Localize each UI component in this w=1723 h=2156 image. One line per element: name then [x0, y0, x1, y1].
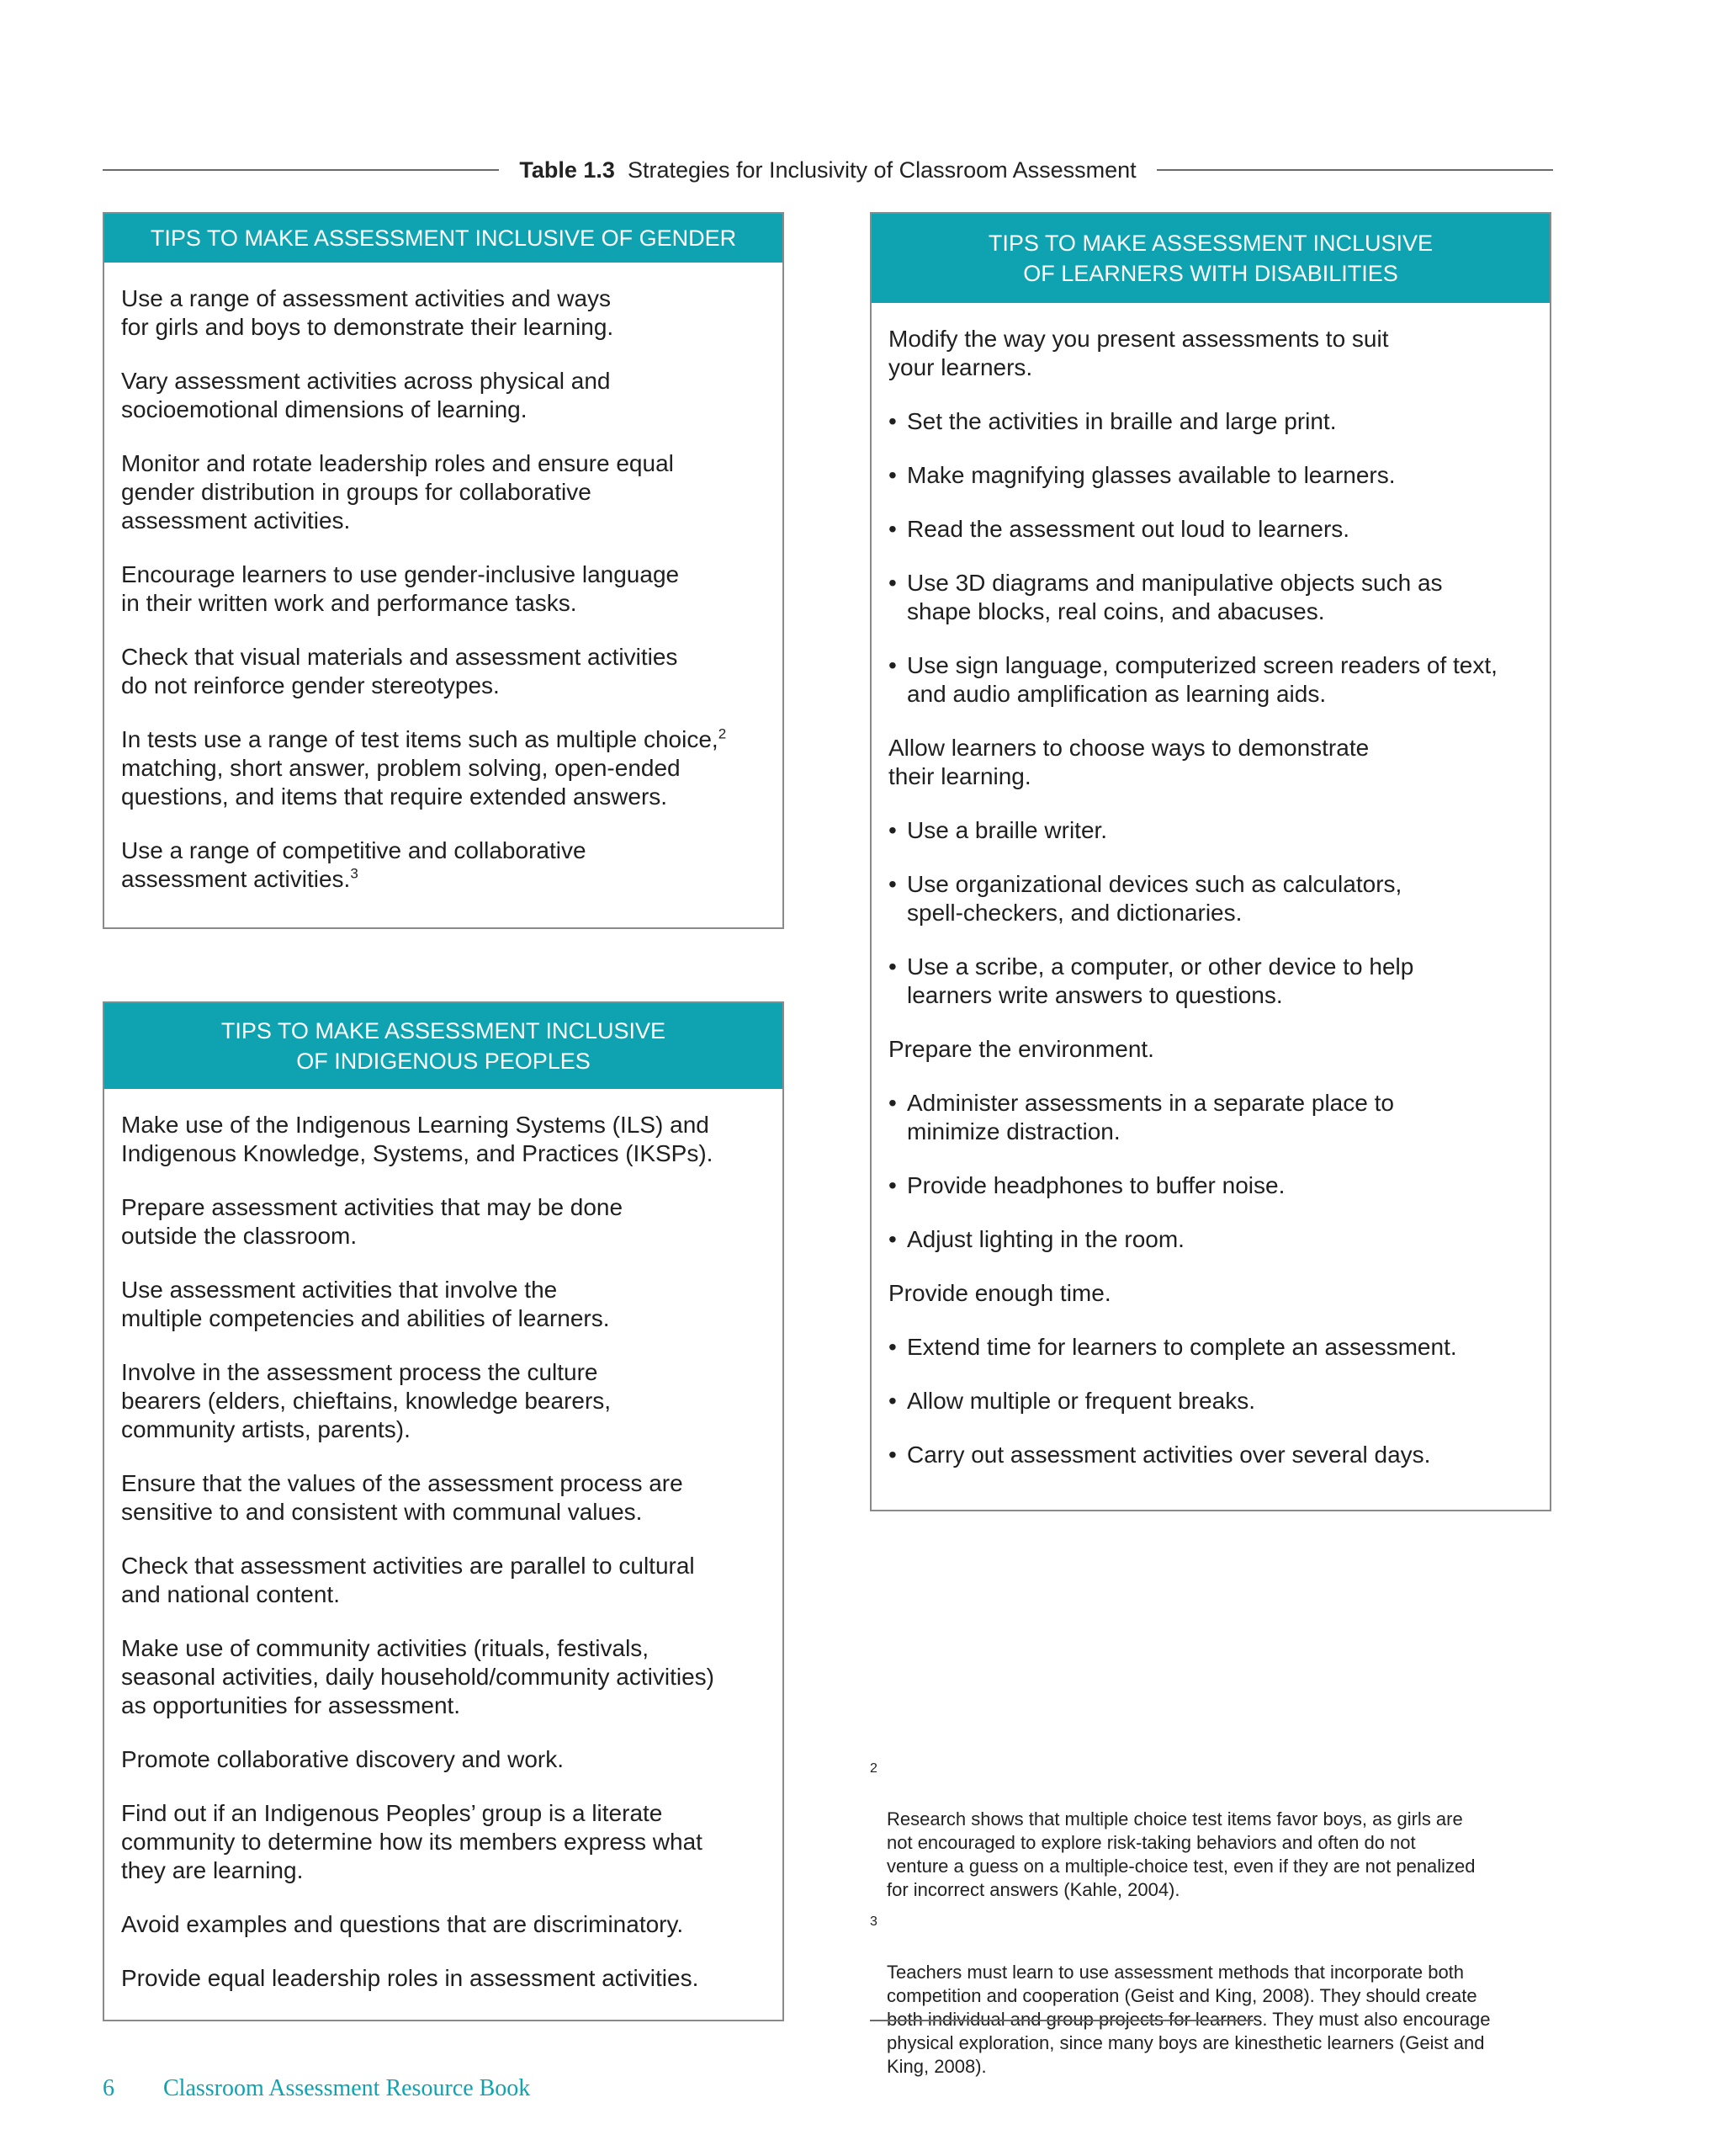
- indigenous-tip: Prepare assessment activities that may be done outside the classroom.: [121, 1194, 623, 1249]
- indigenous-header-line1: TIPS TO MAKE ASSESSMENT INCLUSIVE: [220, 1018, 666, 1043]
- indigenous-tip: Avoid examples and questions that are discriminatory.: [121, 1911, 684, 1937]
- disabilities-bullet: [888, 1089, 1533, 1146]
- disabilities-bullet: [888, 1171, 1533, 1200]
- indigenous-tips-box: [103, 1001, 784, 2021]
- disabilities-bullet: [888, 1387, 1533, 1415]
- disabilities-intro: Allow learners to choose ways to demonstrate their learning.: [888, 735, 1370, 789]
- bullet-dot-icon: •: [888, 570, 897, 596]
- bullet-text: Use a braille writer.: [907, 817, 1108, 843]
- gender-tip-with-footnote: [121, 725, 766, 811]
- gender-tip-text: Use a range of competitive and collaborative assessment activities.: [121, 837, 586, 892]
- indigenous-header-line2: OF INDIGENOUS PEOPLES: [296, 1049, 591, 1074]
- footnotes: [870, 1760, 1553, 2090]
- disabilities-bullet: [888, 407, 1533, 436]
- gender-tips-header: [104, 214, 782, 263]
- disabilities-tips-header: [872, 214, 1550, 303]
- gender-tip-with-footnote: [121, 836, 766, 894]
- bullet-dot-icon: •: [888, 1090, 897, 1116]
- bullet-text: Provide headphones to buffer noise.: [907, 1172, 1286, 1198]
- caption-text: [499, 157, 1156, 183]
- footnote-ref-3: 3: [350, 865, 358, 882]
- gender-tip: Vary assessment activities across physical and socioemotional dimensions of learning.: [121, 368, 611, 422]
- bullet-text: Set the activities in braille and large print.: [907, 408, 1337, 434]
- bullet-dot-icon: •: [888, 1442, 897, 1468]
- bullet-text: Make magnifying glasses available to learners.: [907, 462, 1396, 488]
- table-caption: [103, 151, 1553, 189]
- bullet-text: Read the assessment out loud to learners.: [907, 516, 1350, 542]
- caption-rule-left: [103, 169, 499, 171]
- footnote-number: 3: [870, 1914, 877, 1929]
- disabilities-bullet: [888, 1441, 1533, 1469]
- bullet-text: Extend time for learners to complete an assessment.: [907, 1334, 1457, 1360]
- book-title: Classroom Assessment Resource Book: [163, 2075, 531, 2101]
- disabilities-header-line2: OF LEARNERS WITH DISABILITIES: [1023, 261, 1398, 286]
- footnote-3: [870, 1914, 1553, 2079]
- indigenous-tip: Provide equal leadership roles in assessment activities.: [121, 1965, 699, 1991]
- disabilities-header-line1: TIPS TO MAKE ASSESSMENT INCLUSIVE: [988, 231, 1434, 256]
- indigenous-tip: Use assessment activities that involve the multiple competencies and abilities of learners.: [121, 1277, 610, 1331]
- gender-tip-text: In tests use a range of test items such as multiple choice,: [121, 726, 718, 752]
- disabilities-intro: Prepare the environment.: [888, 1036, 1154, 1062]
- gender-tip: Encourage learners to use gender-inclusive language in their written work and performance tasks.: [121, 561, 680, 616]
- disabilities-bullet: [888, 515, 1533, 544]
- footnote-rule: [870, 2020, 1254, 2021]
- disabilities-bullet: [888, 953, 1533, 1010]
- indigenous-tip: Involve in the assessment process the culture bearers (elders, chieftains, knowledge bearers, community artists, parents).: [121, 1359, 612, 1442]
- caption-rule-right: [1157, 169, 1553, 171]
- bullet-dot-icon: •: [888, 953, 897, 980]
- gender-tip: Check that visual materials and assessment activities do not reinforce gender stereotypes.: [121, 644, 678, 698]
- bullet-dot-icon: •: [888, 1226, 897, 1252]
- bullet-text: Use 3D diagrams and manipulative objects such as shape blocks, real coins, and abacuses.: [907, 570, 1443, 624]
- footnote-number: 2: [870, 1761, 877, 1776]
- gender-tips-body: [104, 263, 782, 894]
- indigenous-tip: Make use of community activities (rituals, festivals, seasonal activities, daily household/community activities) as opportunities for assessment.: [121, 1635, 714, 1718]
- footnote-text: Research shows that multiple choice test items favor boys, as girls are not encouraged to explore risk-taking behaviors and often do not venture a guess on a multiple-choice test, even if they are not penalized for incorrect answers (Kahle, 2004).: [887, 1808, 1476, 1900]
- indigenous-tip: Promote collaborative discovery and work.: [121, 1746, 565, 1772]
- disabilities-intro: Provide enough time.: [888, 1280, 1111, 1306]
- disabilities-bullet: [888, 651, 1533, 709]
- gender-header-text: TIPS TO MAKE ASSESSMENT INCLUSIVE OF GENDER: [150, 226, 737, 251]
- disabilities-tips-body: [872, 303, 1550, 1469]
- footnote-text: Teachers must learn to use assessment methods that incorporate both competition and cooperation (Geist and King, 2008). They should create both individual and group projects for learners. They must also encourage physical exploration, since many boys are kinesthetic learners (Geist and King, 2008).: [887, 1962, 1491, 2077]
- gender-tip: Use a range of assessment activities and ways for girls and boys to demonstrate their learning.: [121, 285, 614, 340]
- page-number: 6: [103, 2075, 114, 2101]
- caption-label: Table 1.3: [519, 157, 615, 183]
- bullet-dot-icon: •: [888, 1172, 897, 1198]
- indigenous-tips-body: [104, 1089, 782, 1993]
- bullet-text: Administer assessments in a separate place to minimize distraction.: [907, 1090, 1394, 1144]
- bullet-text: Adjust lighting in the room.: [907, 1226, 1185, 1252]
- gender-tips-box: [103, 212, 784, 929]
- bullet-dot-icon: •: [888, 871, 897, 897]
- disabilities-bullet: [888, 870, 1533, 927]
- disabilities-bullet: [888, 1225, 1533, 1254]
- disabilities-bullet: [888, 461, 1533, 490]
- page-footer: [103, 2075, 530, 2102]
- indigenous-tip: Find out if an Indigenous Peoples’ group is a literate community to determine how its members express what they are learning.: [121, 1800, 702, 1883]
- caption-title: Strategies for Inclusivity of Classroom Assessment: [627, 157, 1137, 183]
- bullet-text: Allow multiple or frequent breaks.: [907, 1388, 1255, 1414]
- disabilities-bullet: [888, 816, 1533, 845]
- indigenous-tip: Make use of the Indigenous Learning Systems (ILS) and Indigenous Knowledge, Systems, and Practices (IKSPs).: [121, 1112, 713, 1166]
- bullet-text: Use sign language, computerized screen readers of text, and audio amplification as learning aids.: [907, 652, 1498, 707]
- bullet-dot-icon: •: [888, 817, 897, 843]
- indigenous-tip: Ensure that the values of the assessment process are sensitive to and consistent with communal values.: [121, 1470, 683, 1525]
- bullet-dot-icon: •: [888, 408, 897, 434]
- bullet-dot-icon: •: [888, 516, 897, 542]
- bullet-text: Use a scribe, a computer, or other device to help learners write answers to questions.: [907, 953, 1414, 1008]
- bullet-text: Carry out assessment activities over several days.: [907, 1442, 1431, 1468]
- footnote-ref-2: 2: [718, 725, 727, 742]
- bullet-dot-icon: •: [888, 1334, 897, 1360]
- disabilities-intro: Modify the way you present assessments to suit your learners.: [888, 326, 1389, 380]
- disabilities-bullet: [888, 1333, 1533, 1362]
- disabilities-bullet: [888, 569, 1533, 626]
- gender-tip: Monitor and rotate leadership roles and ensure equal gender distribution in groups for collaborative assessment activities.: [121, 450, 674, 534]
- bullet-dot-icon: •: [888, 1388, 897, 1414]
- disabilities-tips-box: [870, 212, 1551, 1511]
- bullet-dot-icon: •: [888, 462, 897, 488]
- footnote-2: [870, 1760, 1553, 1902]
- gender-tip-text-rest: matching, short answer, problem solving, open-ended questions, and items that require extended answers.: [121, 755, 681, 810]
- indigenous-tip: Check that assessment activities are parallel to cultural and national content.: [121, 1553, 695, 1607]
- bullet-dot-icon: •: [888, 652, 897, 678]
- indigenous-tips-header: [104, 1003, 782, 1089]
- bullet-text: Use organizational devices such as calculators, spell-checkers, and dictionaries.: [907, 871, 1402, 926]
